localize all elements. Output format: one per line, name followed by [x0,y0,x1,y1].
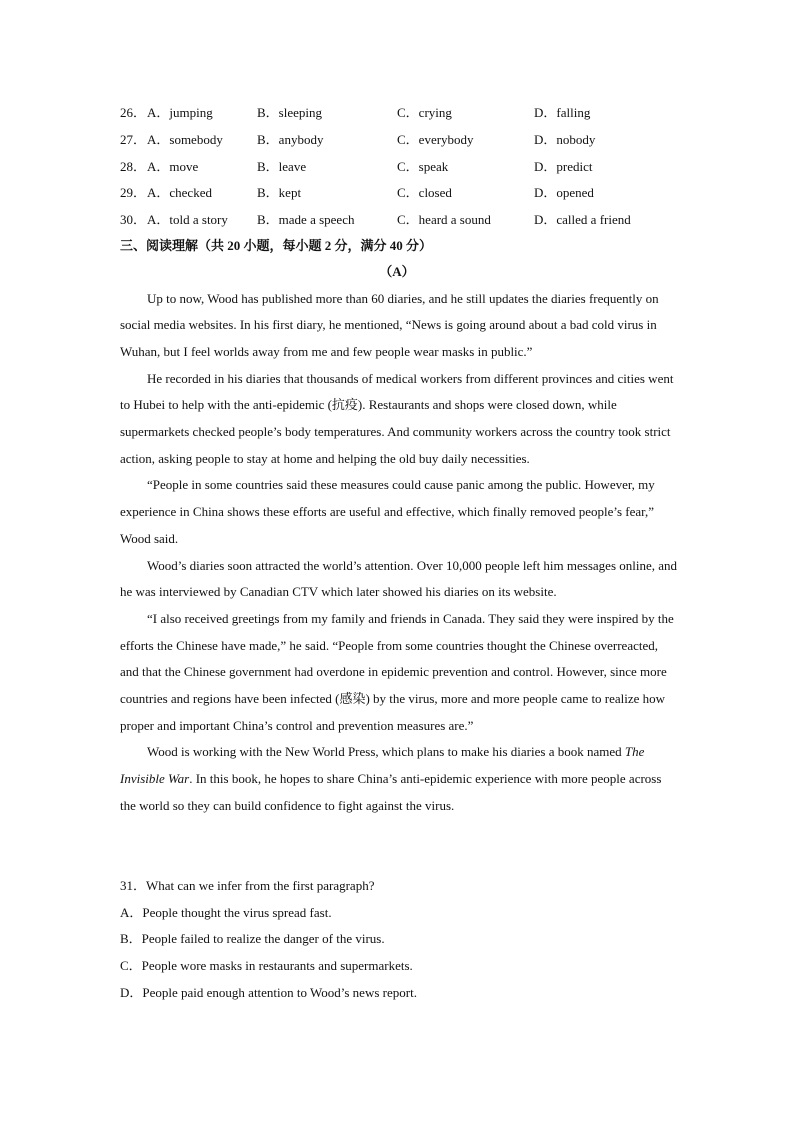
option-b: B．anybody [257,131,324,147]
section-heading: 三、阅读理解（共 20 小题，每小题 2 分，满分 40 分） [120,238,433,253]
option-d: D．falling [534,105,591,120]
option-d: D．opened [534,185,594,201]
question-number: 30． [120,212,147,228]
answer-option-b: B．People failed to realize the danger of the virus. [120,931,385,947]
option-d: D．called a friend [534,212,631,228]
cloze-row [120,180,680,207]
option-b: B．sleeping [257,105,322,120]
option-a: A．checked [147,185,212,201]
passage-paragraph: “I also received greetings from my family and friends in Canada. They said they were inspired by the efforts the Chinese have made,” he said. “People from some countries thought the Chinese overreacted, and that the Chinese government had overdone in epidemic prevention and control. However, since more countries and regions have been infected (感染) by the virus, more and more people came to realize how proper and important China’s control and prevention measures are.” [120,610,674,733]
option-c: C．everybody [397,131,474,147]
option-c: C．closed [397,185,452,201]
paragraph-text: Wood is working with the New World Press, which plans to make his diaries a book named [147,744,625,760]
answer-option-a: A．People thought the virus spread fast. [120,904,332,920]
question-31 [120,873,680,1007]
passage-paragraph: He recorded in his diaries that thousands of medical workers from different provinces and cities went to Hubei to help with the anti-epidemic (抗疫). Restaurants and shops were closed down, while supermarkets checked people’s body temperatures. And community workers across the country took strict action, asking people to stay at home and helping the old buy daily necessities. [120,370,674,466]
option-a: A．somebody [147,131,223,147]
option-c: C．crying [397,105,452,120]
option-a: A．told a story [147,212,228,228]
option-b: B．leave [257,158,307,174]
answer-option-c: C．People wore masks in restaurants and supermarkets. [120,958,413,974]
option-d: D．predict [534,158,593,174]
cloze-row [120,127,680,154]
question-number: 28． [120,158,147,174]
question-number: 29． [120,185,147,201]
option-a: A．jumping [147,105,213,120]
book-title: The Invisible War [120,744,645,787]
option-c: C．speak [397,158,449,174]
option-d: D．nobody [534,131,596,147]
cloze-options-table [120,100,680,234]
cloze-row [120,154,680,181]
question-number: 27． [120,131,147,147]
answer-option-d: D．People paid enough attention to Wood’s news report. [120,984,417,1000]
passage-paragraph: “People in some countries said these measures could cause panic among the public. However, my experience in China shows these efforts are useful and effective, which finally removed people’s fear,” Wood said. [120,477,655,546]
option-a: A．move [147,158,199,174]
passage-paragraph-last [120,739,680,819]
cloze-row [120,100,680,127]
paragraph-text: . In this book, he hopes to share China’s anti-epidemic experience with more people across the world so they can build confidence to fight against the virus. [120,771,662,813]
passage-label: （A） [379,264,415,279]
option-b: B．kept [257,185,302,201]
cloze-row [120,207,680,234]
passage-paragraph: Wood’s diaries soon attracted the world’s attention. Over 10,000 people left him messages online, and he was interviewed by Canadian CTV which later showed his diaries on its website. [120,557,678,600]
passage-paragraph: Up to now, Wood has published more than 60 diaries, and he still updates the diaries frequently on social media websites. In his first diary, he mentioned, “News is going around about a bad cold virus in Wuhan, but I feel worlds away from me and few people wear masks in public.” [120,290,659,359]
question-number: 26． [120,105,147,120]
question-stem: 31．What can we infer from the first paragraph? [120,878,375,893]
reading-passage [120,286,680,820]
option-c: C．heard a sound [397,212,491,228]
option-b: B．made a speech [257,212,355,228]
